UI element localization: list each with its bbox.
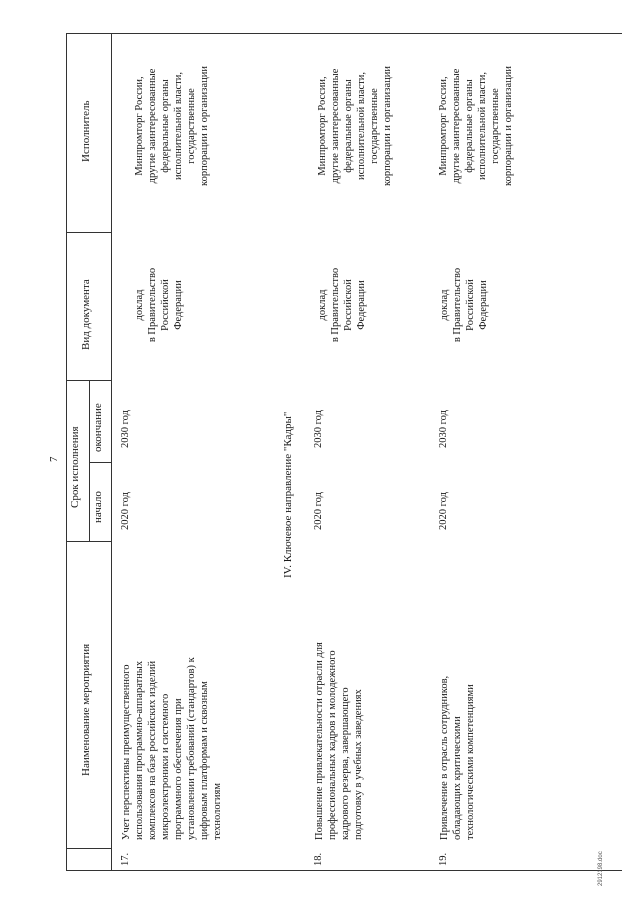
row-17-doc: доклад в Правительство Российской Федерации (134, 267, 184, 343)
row-19-number: 19. (438, 852, 449, 866)
row-19-executor: Минпромторг России, другие заинтересованные федеральные органы исполнительной власти, государственные корпорации и организации (438, 66, 514, 186)
header-end: окончание (92, 403, 104, 452)
header-term: Срок исполнения (69, 426, 81, 508)
table-border-top (66, 33, 67, 870)
header-doc-type: Вид документа (80, 279, 92, 350)
footer-filename: 2912198.doc (598, 851, 604, 886)
header-bottom-line (111, 33, 112, 870)
col-line-num-name (66, 848, 111, 849)
row-18-end: 2030 год (313, 410, 324, 448)
row-18-doc: доклад в Правительство Российской Федерации (317, 267, 367, 343)
row-17-end: 2030 год (120, 410, 131, 448)
col-line-start-end (89, 462, 111, 463)
row-19-start: 2020 год (438, 492, 449, 530)
row-17-start: 2020 год (120, 492, 131, 530)
row-18-start: 2020 год (313, 492, 324, 530)
col-line-name-term (66, 541, 111, 542)
row-19-name: Привлечение в отрасль сотрудников, обладающих критическими технологическими компетенциями (439, 675, 476, 840)
page-number: 7 (48, 456, 60, 462)
section-title: IV. Ключевое направление "Кадры" (282, 411, 294, 578)
row-18-executor: Минпромторг России, другие заинтересованные федеральные органы исполнительной власти, государственные корпорации и организации (317, 66, 393, 186)
row-17-name: Учет перспективы преимущественного использования программно-аппаратных комплексов на базе российских изделий микроэлектроники и системного программного обеспечения при установлении требований (стандартов) к цифровым платформам и сквозным технологиям (121, 657, 223, 840)
row-17-number: 17. (120, 852, 131, 866)
header-name: Наименование мероприятия (80, 643, 92, 776)
term-subheader-line (89, 380, 90, 541)
row-18-name: Повышение привлекательности отрасли для профессиональных кадров и молодежного кадрового резерва, завершающего подготовку в учебных заведениях (314, 642, 364, 840)
header-executor: Исполнитель (80, 100, 92, 162)
row-19-doc: доклад в Правительство Российской Федерации (439, 267, 489, 343)
row-18-number: 18. (313, 852, 324, 866)
row-17-executor: Минпромторг России, другие заинтересованные федеральные органы исполнительной власти, государственные корпорации и организации (134, 66, 210, 186)
row-19-end: 2030 год (438, 410, 449, 448)
col-line-doc-exec (66, 232, 111, 233)
header-start: начало (92, 491, 104, 523)
table-border-left (66, 870, 622, 871)
